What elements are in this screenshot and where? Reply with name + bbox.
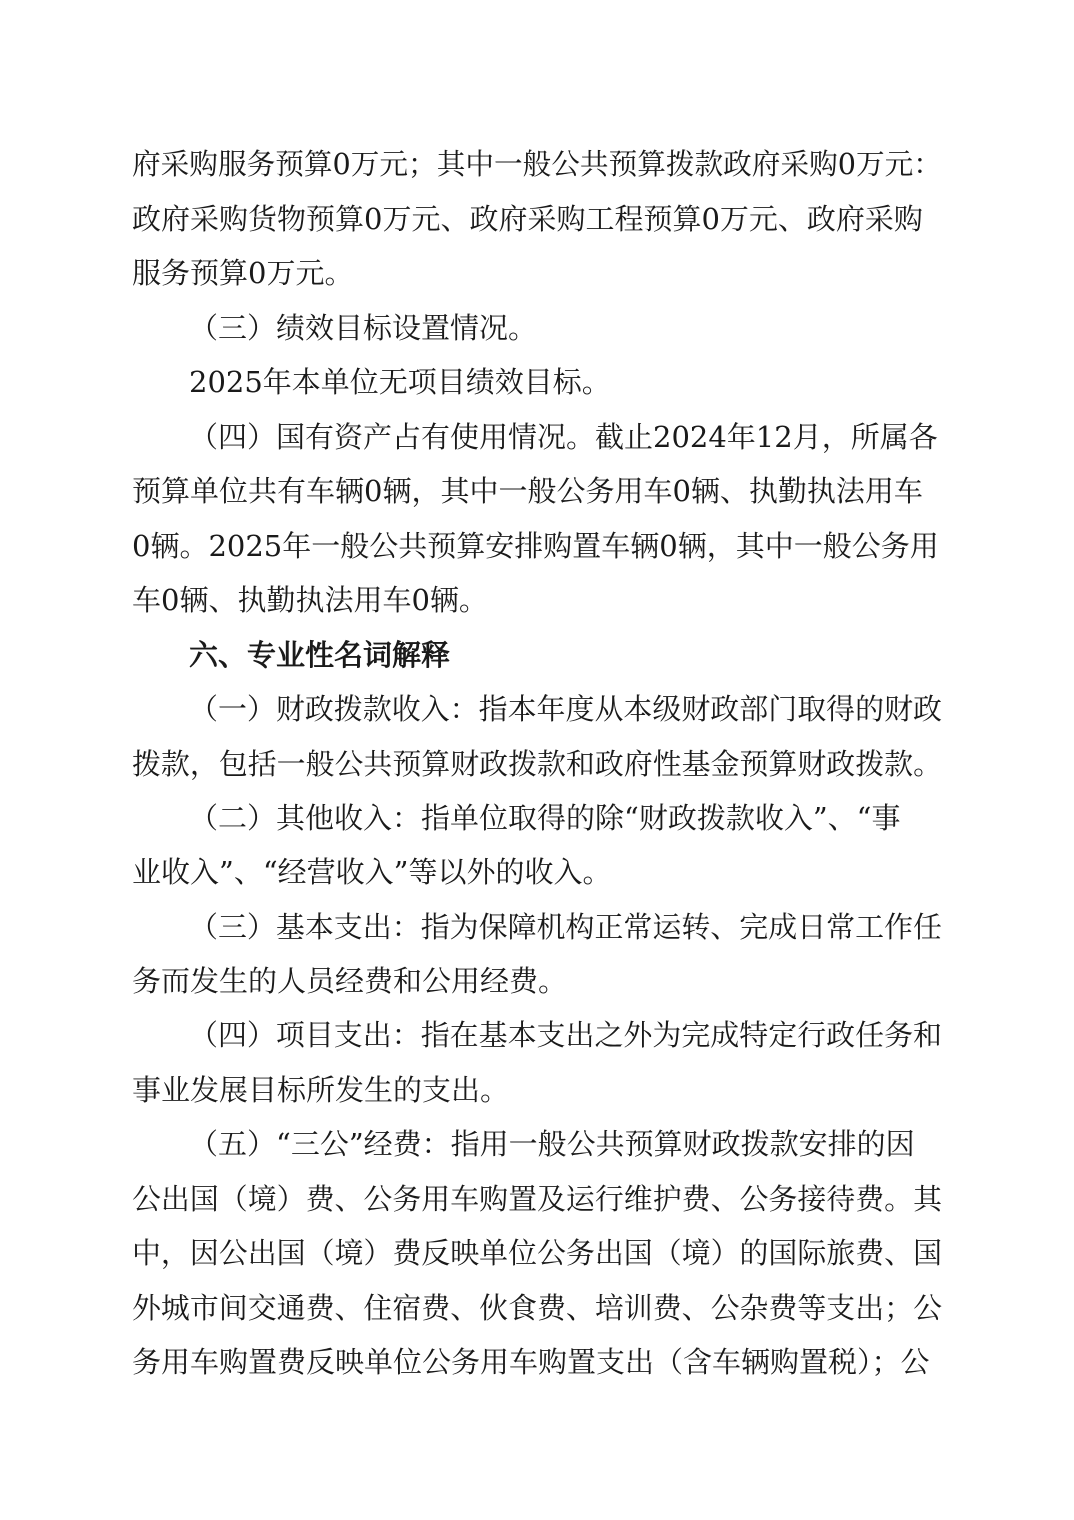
body-text-line: （一）财政拨款收入：指本年度从本级财政部门取得的财政 (189, 692, 943, 726)
section-subheading: （三）绩效目标设置情况。 (189, 311, 538, 345)
body-text-line: （五）“三公”经费：指用一般公共预算财政拨款安排的因 (189, 1127, 915, 1161)
body-text-line: 公出国（境）费、公务用车购置及运行维护费、公务接待费。其 (132, 1182, 943, 1216)
body-text-line: 政府采购货物预算0万元、政府采购工程预算0万元、政府采购 (132, 202, 923, 236)
body-text-line: 务而发生的人员经费和公用经费。 (132, 964, 568, 998)
body-text-line: （三）基本支出：指为保障机构正常运转、完成日常工作任 (189, 910, 943, 944)
body-text-line: 事业发展目标所发生的支出。 (132, 1073, 510, 1107)
body-text-line: 府采购服务预算0万元；其中一般公共预算拨款政府采购0万元： (132, 147, 942, 181)
body-text-line: （四）项目支出：指在基本支出之外为完成特定行政任务和 (189, 1018, 943, 1052)
body-text-line: 外城市间交通费、住宿费、伙食费、培训费、公杂费等支出；公 (132, 1291, 943, 1325)
body-text-line: 预算单位共有车辆0辆，其中一般公务用车0辆、执勤执法用车 (132, 474, 923, 508)
body-text-line: 业收入”、“经营收入”等以外的收入。 (132, 855, 612, 889)
section-heading: 六、专业性名词解释 (189, 638, 451, 672)
body-text-line: 中，因公出国（境）费反映单位公务出国（境）的国际旅费、国 (132, 1236, 943, 1270)
body-text-line: 服务预算0万元。 (132, 256, 354, 290)
body-text-line: 2025年本单位无项目绩效目标。 (189, 365, 611, 399)
body-text-line: （二）其他收入：指单位取得的除“财政拨款收入”、“事 (189, 801, 901, 835)
body-text-line: 务用车购置费反映单位公务用车购置支出（含车辆购置税）；公 (132, 1345, 930, 1379)
section-subheading: （四）国有资产占有使用情况。截止2024年12月，所属各 (189, 420, 938, 454)
body-text-line: 拨款，包括一般公共预算财政拨款和政府性基金预算财政拨款。 (132, 747, 943, 781)
body-text-line: 车0辆、执勤执法用车0辆。 (132, 583, 488, 617)
body-text-line: 0辆。2025年一般公共预算安排购置车辆0辆，其中一般公务用 (132, 529, 939, 563)
